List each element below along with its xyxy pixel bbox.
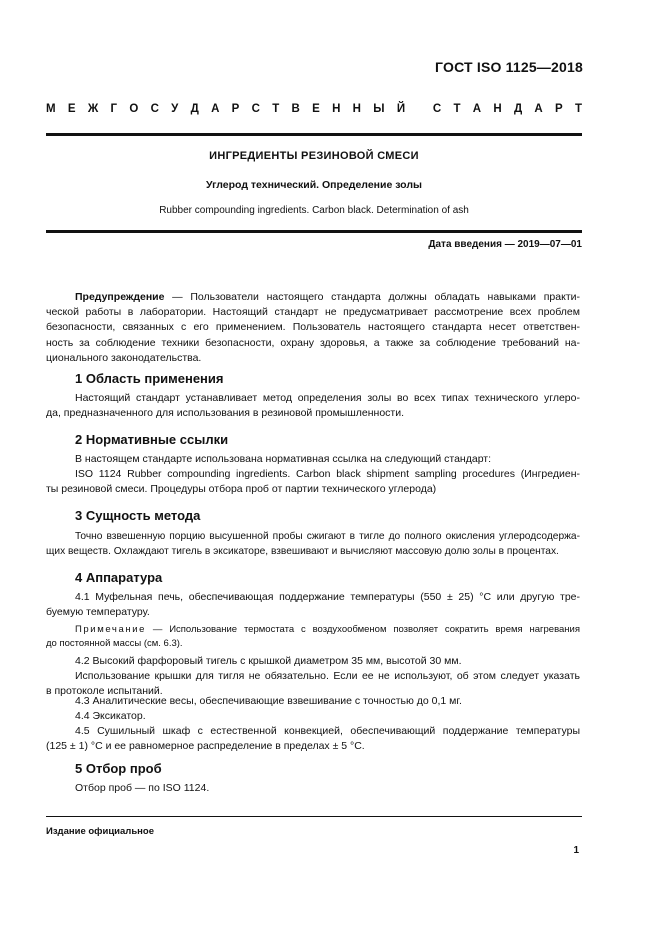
section-2-line-2: ISO 1124 Rubber compounding ingredients. Carbon black shipment sampling procedures (Ингредиен- (75, 468, 580, 481)
section-5-line: Отбор проб — по ISO 1124. (75, 782, 210, 794)
title-rule-thick (46, 230, 582, 233)
interstate-letter: Е (67, 103, 76, 115)
interstate-letter: Н (493, 103, 502, 115)
note-line-1: — Использование термостата с воздухообменом позволяет сократить время нагревания (146, 624, 580, 635)
note-line-2: до постоянной массы (см. 6.3). (46, 638, 183, 649)
document-code: ГОСТ ISO 1125—2018 (435, 59, 583, 75)
section-5-text (46, 781, 580, 796)
interstate-letter: Г (110, 103, 118, 115)
warning-line-3: безопасности, связанных с его применением. Пользователь настоящего стандарта несет ответствен- (46, 321, 580, 334)
section-3-text (46, 529, 580, 559)
warning-paragraph (46, 290, 580, 366)
section-1-line-2: да, предназначенного для использования в резиновой промышленности. (46, 407, 405, 420)
main-title: ИНГРЕДИЕНТЫ РЕЗИНОВОЙ СМЕСИ (209, 150, 419, 162)
section-1-line-1: Настоящий стандарт устанавливает метод определения золы во всех типах технического углеро- (75, 392, 580, 404)
interstate-letter: Ы (373, 103, 385, 115)
item-4-1-line-1: 4.1 Муфельная печь, обеспечивающая поддержание температуры (550 ± 25) °С или другую тре- (75, 591, 580, 603)
interstate-letter: Т (272, 103, 280, 115)
interstate-letter: Т (574, 103, 582, 115)
item-4-5 (46, 724, 580, 754)
section-2-line-3: ты резиновой смеси. Процедуры отбора проб от партии технического углерода) (46, 483, 437, 496)
interstate-gap (417, 103, 420, 115)
section-3-heading: 3 Сущность метода (75, 508, 201, 523)
interstate-letter: С (432, 103, 442, 115)
footer-rule (46, 816, 582, 817)
item-4-5-line-2: (125 ± 1) °С и ее равномерное распределение в пределах ± 5 °С. (46, 740, 365, 753)
section-1-heading: 1 Область применения (75, 371, 224, 386)
section-2-heading: 2 Нормативные ссылки (75, 432, 229, 447)
page-number: 1 (573, 845, 579, 856)
section-5-heading: 5 Отбор проб (75, 761, 162, 776)
section-1-text (46, 391, 580, 421)
interstate-letter: Р (555, 103, 563, 115)
item-4-4-line: 4.4 Эксикатор. (75, 710, 146, 722)
item-4-2-line-1: 4.2 Высокий фарфоровый тигель с крышкой диаметром 35 мм, высотой 30 мм. (75, 655, 462, 667)
header-rule (46, 133, 582, 136)
interstate-letter: Т (453, 103, 461, 115)
warning-line-2: ческой работы в лаборатории. Настоящий стандарт не предусматривает рассмотрение всех проблем (46, 306, 580, 319)
interstate-standard-label (46, 103, 582, 115)
sub-title: Углерод технический. Определение золы (206, 179, 422, 191)
warning-line-4: ность за соблюдение техники безопасности, охрану здоровья, а также за соблюдение требований на- (46, 336, 580, 349)
interstate-letter: С (150, 103, 159, 115)
item-4-2 (46, 654, 580, 700)
interstate-letter: А (211, 103, 220, 115)
section-2-line-1: В настоящем стандарте использована нормативная ссылка на следующий стандарт: (75, 453, 492, 465)
item-4-1 (46, 590, 580, 620)
english-title: Rubber compounding ingredients. Carbon black. Determination of ash (159, 205, 469, 216)
interstate-letter: Н (332, 103, 341, 115)
interstate-letter: Д (190, 103, 199, 115)
section-2-text (46, 452, 580, 498)
interstate-letter: С (251, 103, 260, 115)
effective-date: Дата введения — 2019—07—01 (428, 239, 582, 250)
section-3-line-1: Точно взвешенную порцию высушенной пробы сжигают в тигле до полного окисления углеродсодержа- (75, 531, 580, 542)
item-4-4 (46, 709, 580, 724)
interstate-letter: Й (396, 103, 406, 115)
interstate-letter: Р (231, 103, 240, 115)
interstate-letter: Д (513, 103, 523, 115)
section-4-heading: 4 Аппаратура (75, 570, 163, 585)
interstate-letter: А (472, 103, 482, 115)
item-4-2-line-2: Использование крышки для тигля не обязательно. Если ее не используют, об этом следует указать (75, 670, 580, 683)
item-4-5-line-1: 4.5 Сушильный шкаф с естественной конвекцией, обеспечивающий поддержание температуры (75, 725, 580, 737)
interstate-letter: О (129, 103, 139, 115)
item-4-2-line-3: в протоколе испытаний. (46, 685, 163, 698)
item-4-1-line-2: буемую температуру. (46, 606, 150, 619)
item-4-3 (46, 694, 580, 709)
warning-label: Предупреждение (75, 291, 165, 303)
warning-line-1: — Пользователи настоящего стандарта должны обладать навыками практи- (164, 291, 580, 303)
interstate-letter: Н (352, 103, 361, 115)
interstate-letter: Ж (87, 103, 99, 115)
interstate-letter: А (534, 103, 543, 115)
note-block (46, 623, 580, 651)
interstate-letter: В (291, 103, 300, 115)
interstate-letter: М (46, 103, 56, 115)
note-label: Примечание (75, 624, 146, 635)
edition-label: Издание официальное (46, 826, 154, 837)
warning-line-5: ционального законодательства. (46, 351, 202, 364)
section-3-line-2: щих веществ. Охлаждают тигель в эксикаторе, взвешивают и вычисляют массовую долю золы в процентах. (46, 546, 559, 558)
interstate-letter: У (171, 103, 179, 115)
interstate-letter: Е (312, 103, 320, 115)
item-4-3-line: 4.3 Аналитические весы, обеспечивающие взвешивание с точностью до 0,1 мг. (75, 695, 462, 707)
